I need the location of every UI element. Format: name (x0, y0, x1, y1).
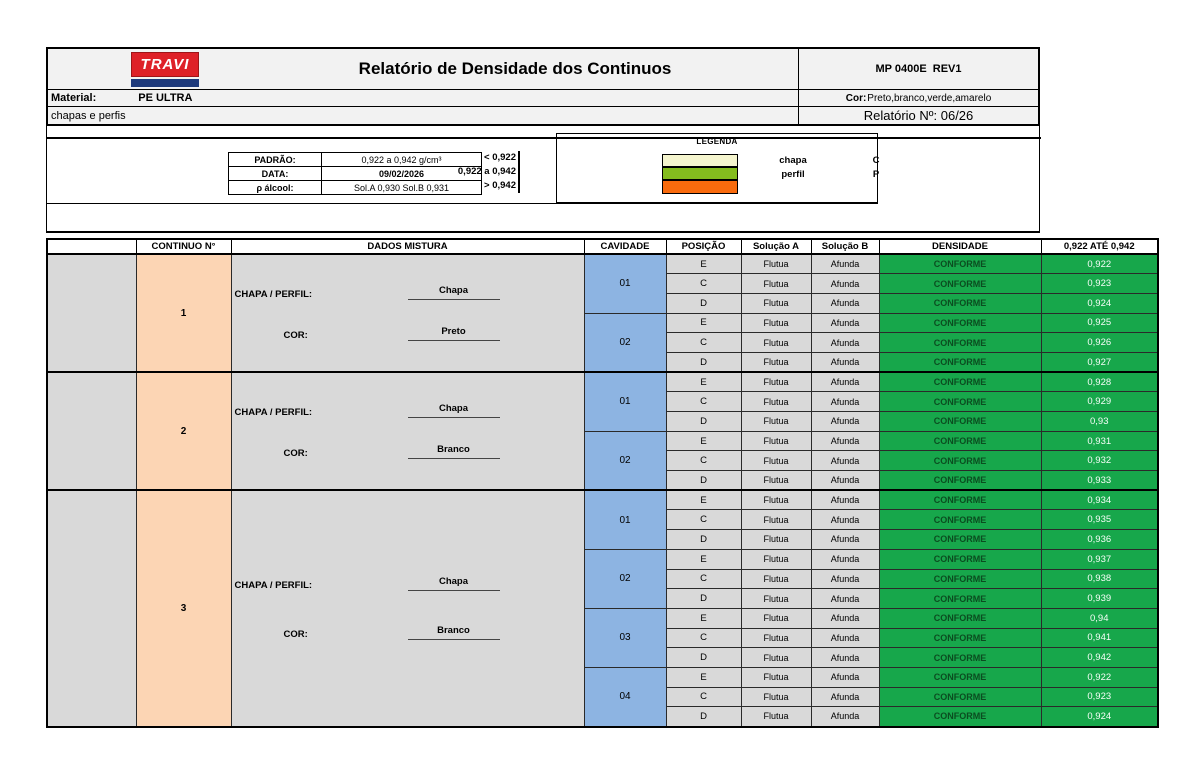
solucao-b-cell: Afunda (811, 707, 879, 727)
posicao-cell: D (666, 707, 741, 727)
cor-line (232, 444, 584, 459)
solucao-b-cell: Afunda (811, 549, 879, 569)
densidade-value-cell: 0,926 (1041, 333, 1158, 353)
legend-swatches (662, 154, 904, 194)
material-subtitle: chapas e perfis (51, 109, 126, 122)
densidade-result-cell: CONFORME (879, 549, 1041, 569)
spacer-cell (47, 254, 136, 372)
table-row (47, 372, 1158, 392)
densidade-value-cell: 0,933 (1041, 471, 1158, 491)
densidade-value-cell: 0,924 (1041, 707, 1158, 727)
cavidade-number: 01 (584, 254, 666, 313)
posicao-cell: E (666, 608, 741, 628)
posicao-cell: C (666, 451, 741, 471)
cor-value: Branco (408, 444, 500, 459)
legend-row (662, 167, 904, 180)
solucao-a-cell: Flutua (741, 707, 811, 727)
solucao-a-cell: Flutua (741, 254, 811, 274)
travi-logo (131, 52, 199, 87)
densidade-result-cell: CONFORME (879, 589, 1041, 609)
densidade-result-cell: CONFORME (879, 530, 1041, 550)
posicao-cell: D (666, 352, 741, 372)
padrao-value: 09/02/2026 (322, 167, 482, 181)
solucao-b-cell: Afunda (811, 352, 879, 372)
header-title-row (48, 49, 1038, 90)
cavidade-number: 01 (584, 490, 666, 549)
material-cell (48, 90, 798, 106)
continuo-number: 1 (136, 254, 231, 372)
solucao-a-cell: Flutua (741, 333, 811, 353)
chapa-perfil-value: Chapa (408, 403, 500, 418)
cor-value-wrap (354, 326, 554, 341)
cor-line (798, 90, 1038, 106)
posicao-cell: E (666, 313, 741, 333)
legend-row (662, 154, 904, 167)
legend-row (662, 181, 904, 194)
densidade-result-cell: CONFORME (879, 667, 1041, 687)
material-value: PE ULTRA (138, 92, 193, 104)
densidade-value-cell: 0,927 (1041, 352, 1158, 372)
posicao-cell: E (666, 431, 741, 451)
solucao-a-cell: Flutua (741, 667, 811, 687)
solucao-a-cell: Flutua (741, 451, 811, 471)
solucao-b-cell: Afunda (811, 451, 879, 471)
solucao-a-cell: Flutua (741, 648, 811, 668)
densidade-value-cell: 0,923 (1041, 687, 1158, 707)
chapa-perfil-value-wrap (354, 576, 554, 591)
solucao-a-cell: Flutua (741, 392, 811, 412)
densidade-result-cell: CONFORME (879, 510, 1041, 530)
logo-cell (48, 49, 232, 89)
densidade-value-cell: 0,941 (1041, 628, 1158, 648)
densidade-result-cell: CONFORME (879, 372, 1041, 392)
main-table-wrapper (46, 238, 1159, 728)
legend-bottom-divider (47, 203, 878, 204)
densidade-value-cell: 0,934 (1041, 490, 1158, 510)
densidade-value-cell: 0,922 (1041, 667, 1158, 687)
material-row (48, 90, 1038, 107)
posicao-cell: E (666, 667, 741, 687)
density-ranges (413, 151, 516, 193)
densidade-value-cell: 0,923 (1041, 274, 1158, 294)
col-header-6: Solução B (811, 239, 879, 254)
chapa-perfil-line (232, 576, 584, 591)
dados-mistura-cell (231, 254, 584, 372)
densidade-result-cell: CONFORME (879, 352, 1041, 372)
densidade-value-cell: 0,925 (1041, 313, 1158, 333)
chapa-perfil-label: CHAPA / PERFIL: (234, 407, 313, 419)
densidade-result-cell: CONFORME (879, 628, 1041, 648)
posicao-cell: C (666, 628, 741, 648)
solucao-a-cell: Flutua (741, 490, 811, 510)
col-header-3: CAVIDADE (584, 239, 666, 254)
col-header-7: DENSIDADE (879, 239, 1041, 254)
padrao-label: PADRÃO: (229, 153, 322, 167)
densidade-value-cell: 0,935 (1041, 510, 1158, 530)
densidade-result-cell: CONFORME (879, 471, 1041, 491)
solucao-b-cell: Afunda (811, 687, 879, 707)
solucao-b-cell: Afunda (811, 333, 879, 353)
table-row (47, 254, 1158, 274)
solucao-b-cell: Afunda (811, 667, 879, 687)
posicao-cell: E (666, 549, 741, 569)
cavidade-number: 02 (584, 549, 666, 608)
cor-value-wrap (354, 625, 554, 640)
densidade-result-cell: CONFORME (879, 254, 1041, 274)
solucao-a-cell: Flutua (741, 589, 811, 609)
travi-logo-bar (131, 79, 199, 87)
solucao-b-cell: Afunda (811, 293, 879, 313)
densidade-result-cell: CONFORME (879, 274, 1041, 294)
densidade-value-cell: 0,936 (1041, 530, 1158, 550)
legend-box (556, 133, 878, 203)
densidade-value-cell: 0,922 (1041, 254, 1158, 274)
solucao-b-cell: Afunda (811, 569, 879, 589)
cor-line (232, 326, 584, 341)
solucao-b-cell: Afunda (811, 608, 879, 628)
dados-content (232, 285, 584, 341)
legend-swatch (662, 167, 738, 180)
continuo-number: 2 (136, 372, 231, 490)
solucao-a-cell: Flutua (741, 431, 811, 451)
ranges-divider (518, 151, 520, 193)
cavidade-number: 02 (584, 313, 666, 372)
doc-code-box: MP 0400E REV1 (798, 49, 1038, 89)
chapa-perfil-label: CHAPA / PERFIL: (234, 580, 313, 592)
densidade-result-cell: CONFORME (879, 313, 1041, 333)
padrao-value: Sol.A 0,930 Sol.B 0,931 (322, 181, 482, 195)
padrao-label: ρ álcool: (229, 181, 322, 195)
continuo-number: 3 (136, 490, 231, 726)
solucao-b-cell: Afunda (811, 412, 879, 432)
posicao-cell: E (666, 372, 741, 392)
densidade-result-cell: CONFORME (879, 431, 1041, 451)
solucao-a-cell: Flutua (741, 687, 811, 707)
solucao-b-cell: Afunda (811, 254, 879, 274)
solucao-b-cell: Afunda (811, 372, 879, 392)
dados-content (232, 403, 584, 459)
legend-swatch (662, 154, 738, 167)
solucao-a-cell: Flutua (741, 372, 811, 392)
solucao-a-cell: Flutua (741, 608, 811, 628)
chapa-perfil-label: CHAPA / PERFIL: (234, 289, 313, 301)
solucao-a-cell: Flutua (741, 274, 811, 294)
col-header-5: Solução A (741, 239, 811, 254)
densidade-result-cell: CONFORME (879, 293, 1041, 313)
posicao-cell: C (666, 392, 741, 412)
legend-item-code: C (872, 155, 880, 167)
densidade-result-cell: CONFORME (879, 412, 1041, 432)
legend-item-label: chapa (779, 155, 807, 167)
densidade-value-cell: 0,932 (1041, 451, 1158, 471)
solucao-b-cell: Afunda (811, 313, 879, 333)
densidade-value-cell: 0,939 (1041, 589, 1158, 609)
densidade-value-cell: 0,942 (1041, 648, 1158, 668)
densidade-result-cell: CONFORME (879, 451, 1041, 471)
densidade-value-cell: 0,94 (1041, 608, 1158, 628)
solucao-b-cell: Afunda (811, 530, 879, 550)
posicao-cell: D (666, 293, 741, 313)
col-header-8: 0,922 ATÉ 0,942 (1041, 239, 1158, 254)
padrao-label: DATA: (229, 167, 322, 181)
cavidade-number: 04 (584, 667, 666, 726)
padrao-value: 0,922 a 0,942 g/cm³ (322, 153, 482, 167)
solucao-b-cell: Afunda (811, 648, 879, 668)
cor-label: COR: (283, 448, 308, 460)
solucao-b-cell: Afunda (811, 471, 879, 491)
solucao-a-cell: Flutua (741, 549, 811, 569)
cavidade-number: 02 (584, 431, 666, 490)
chapa-perfil-line (232, 403, 584, 418)
densidade-result-cell: CONFORME (879, 392, 1041, 412)
range-line: < 0,922 (484, 152, 516, 163)
header-band (46, 47, 1040, 126)
densidade-value-cell: 0,929 (1041, 392, 1158, 412)
cor-label: Cor: (845, 92, 867, 104)
densidade-result-cell: CONFORME (879, 333, 1041, 353)
solucao-a-cell: Flutua (741, 352, 811, 372)
solucao-b-cell: Afunda (811, 274, 879, 294)
cor-value: Preto (408, 326, 500, 341)
col-header-1: CONTINUO N° (136, 239, 231, 254)
posicao-cell: C (666, 569, 741, 589)
solucao-a-cell: Flutua (741, 510, 811, 530)
material-label: Material: (51, 92, 97, 104)
densidade-result-cell: CONFORME (879, 687, 1041, 707)
solucao-a-cell: Flutua (741, 293, 811, 313)
chapa-perfil-value-wrap (354, 285, 554, 300)
report-number: Relatório Nº: 06/26 (798, 107, 1038, 124)
cor-value-wrap (354, 444, 554, 459)
solucao-b-cell: Afunda (811, 431, 879, 451)
posicao-cell: D (666, 589, 741, 609)
solucao-a-cell: Flutua (741, 628, 811, 648)
posicao-cell: C (666, 510, 741, 530)
spacer-cell (47, 372, 136, 490)
chapa-perfil-value: Chapa (408, 576, 500, 591)
dados-mistura-cell (231, 490, 584, 726)
solucao-b-cell: Afunda (811, 392, 879, 412)
solucao-a-cell: Flutua (741, 313, 811, 333)
solucao-b-cell: Afunda (811, 628, 879, 648)
chapa-perfil-value-wrap (354, 403, 554, 418)
dados-mistura-cell (231, 372, 584, 490)
legend-title: LEGENDA (696, 137, 738, 146)
densidade-value-cell: 0,937 (1041, 549, 1158, 569)
legend-top-divider (47, 137, 1041, 139)
posicao-cell: E (666, 490, 741, 510)
posicao-cell: D (666, 471, 741, 491)
solucao-a-cell: Flutua (741, 569, 811, 589)
cor-value: Branco (408, 625, 500, 640)
solucao-a-cell: Flutua (741, 530, 811, 550)
cor-value: Preto,branco,verde,amarelo (867, 92, 992, 104)
cavidade-number: 03 (584, 608, 666, 667)
legend-swatch (662, 180, 738, 193)
legend-item-label: perfil (781, 168, 805, 180)
dados-content (232, 576, 584, 640)
posicao-cell: D (666, 412, 741, 432)
legend-item-code: P (872, 168, 880, 180)
densidade-value-cell: 0,924 (1041, 293, 1158, 313)
range-line: 0,922 a 0,942 (457, 166, 516, 177)
spacer-cell (47, 490, 136, 726)
table-header-row (47, 239, 1158, 254)
col-header-2: DADOS MISTURA (231, 239, 584, 254)
subtitle-row (48, 107, 1038, 124)
solucao-a-cell: Flutua (741, 471, 811, 491)
posicao-cell: C (666, 687, 741, 707)
solucao-b-cell: Afunda (811, 490, 879, 510)
cor-label: COR: (283, 330, 308, 342)
range-line: > 0,942 (484, 180, 516, 191)
col-header-0 (47, 239, 136, 254)
densidade-result-cell: CONFORME (879, 569, 1041, 589)
densidade-result-cell: CONFORME (879, 648, 1041, 668)
densidade-result-cell: CONFORME (879, 608, 1041, 628)
densidade-value-cell: 0,931 (1041, 431, 1158, 451)
densidade-value-cell: 0,938 (1041, 569, 1158, 589)
posicao-cell: E (666, 254, 741, 274)
densidade-value-cell: 0,93 (1041, 412, 1158, 432)
solucao-b-cell: Afunda (811, 510, 879, 530)
densidade-value-cell: 0,928 (1041, 372, 1158, 392)
densidade-result-cell: CONFORME (879, 707, 1041, 727)
posicao-cell: C (666, 333, 741, 353)
report-title: Relatório de Densidade dos Continuos (358, 59, 672, 78)
density-table (46, 238, 1159, 728)
travi-logo-text: TRAVI (131, 52, 199, 77)
chapa-perfil-value: Chapa (408, 285, 500, 300)
chapa-perfil-line (232, 285, 584, 300)
table-row (47, 490, 1158, 510)
cavidade-number: 01 (584, 372, 666, 431)
legend-band (46, 126, 1040, 233)
densidade-result-cell: CONFORME (879, 490, 1041, 510)
solucao-b-cell: Afunda (811, 589, 879, 609)
col-header-4: POSIÇÃO (666, 239, 741, 254)
cor-label: COR: (283, 629, 308, 641)
solucao-a-cell: Flutua (741, 412, 811, 432)
posicao-cell: D (666, 530, 741, 550)
posicao-cell: C (666, 274, 741, 294)
posicao-cell: D (666, 648, 741, 668)
cor-line (232, 625, 584, 640)
